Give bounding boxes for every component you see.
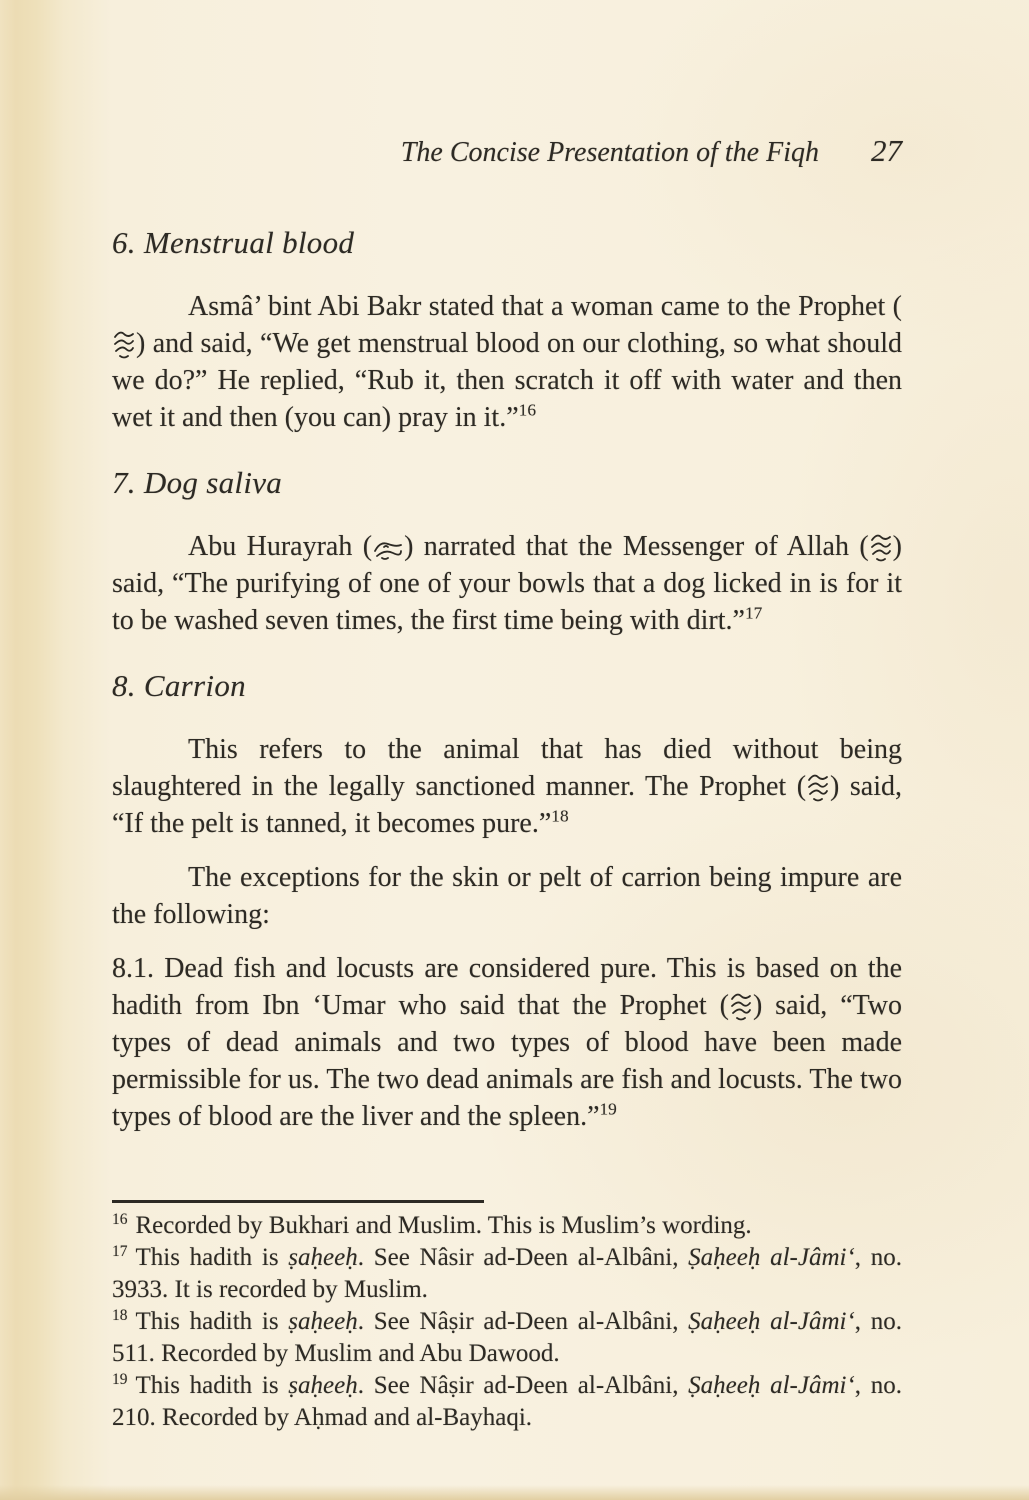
text-run: ) said, “If the pelt is tanned, it becomes pure.” <box>112 771 902 839</box>
text-run: 8.1. Dead fish and locusts are considered pure. This is based on the hadith from Ibn ‘Umar who said that the Prophet ( <box>112 953 902 1021</box>
ra-calligraphy-icon <box>372 538 404 562</box>
paragraph <box>112 528 902 639</box>
text-run: Ṣaḥeeḥ al-Jâmi‘ <box>688 1372 855 1399</box>
paragraph <box>112 731 902 842</box>
footnotes-area <box>112 1200 902 1434</box>
running-head-title: The Concise Presentation of the Fiqh <box>400 137 819 168</box>
paragraph <box>112 859 902 933</box>
paragraph <box>112 288 902 436</box>
section <box>112 669 902 1135</box>
section-heading: 6. Menstrual blood <box>112 225 355 260</box>
text-run: Ṣaḥeeḥ al-Jâmi‘ <box>688 1308 855 1335</box>
text-run: ṣaḥeeḥ <box>288 1244 358 1271</box>
text-run: This refers to the animal that has died without being slaughtered in the legally sanctioned manner. The Prophet ( <box>112 734 902 802</box>
text-run: The exceptions for the skin or pelt of carrion being impure are the following: <box>112 862 902 930</box>
paragraph <box>112 950 902 1135</box>
page-body <box>112 196 902 1152</box>
text-run: Recorded by Bukhari and Muslim. This is Muslim’s wording. <box>135 1212 752 1239</box>
text-run: , no. 210. Recorded by Aḥmad and al-Bayhaqi. <box>112 1372 903 1431</box>
text-run: . See Nâsir ad-Deen al-Albâni, <box>357 1244 689 1271</box>
footnote-reference: 17 <box>744 603 763 623</box>
section-heading: 7. Dog saliva <box>112 465 283 500</box>
running-head <box>112 133 902 168</box>
text-run: . See Nâṣir ad-Deen al-Albâni, <box>357 1308 689 1335</box>
text-run: . See Nâṣir ad-Deen al-Albâni, <box>357 1372 689 1399</box>
footnote <box>112 1370 902 1434</box>
text-run: , no. 3933. It is recorded by Muslim. <box>112 1244 903 1303</box>
section <box>112 466 902 639</box>
text-run: This hadith is <box>135 1244 289 1271</box>
footnote <box>112 1242 902 1306</box>
text-run: Asmâ’ bint Abi Bakr stated that a woman came to the Prophet ( <box>188 291 902 322</box>
text-run: , no. 511. Recorded by Muslim and Abu Dawood. <box>112 1308 903 1367</box>
footnote <box>112 1210 902 1242</box>
section-heading: 8. Carrion <box>112 668 246 703</box>
footnote-number: 17 <box>112 1242 128 1260</box>
footnote-number: 16 <box>112 1210 128 1228</box>
saw-calligraphy-icon <box>112 329 136 359</box>
text-run: ) and said, “We get menstrual blood on our clothing, so what should we do?” He replied, “Rub it, then scratch it off with water and then wet it and then (you can) pray in it.” <box>112 328 902 433</box>
saw-calligraphy-icon <box>869 532 893 562</box>
text-run: ṣaḥeeḥ <box>288 1372 358 1399</box>
footnote <box>112 1306 902 1370</box>
text-run: ṣaḥeeḥ <box>288 1308 358 1335</box>
text-run: ) said, “Two types of dead animals and two types of blood have been made permissible for us. The two dead animals are fish and locusts. The two types of blood are the liver and the spleen.” <box>112 990 902 1132</box>
text-run: Ṣaḥeeḥ al-Jâmi‘ <box>688 1244 855 1271</box>
footnote-list <box>112 1210 902 1434</box>
text-run: Abu Hurayrah ( <box>188 531 373 562</box>
footnote-reference: 19 <box>599 1099 617 1119</box>
text-run: This hadith is <box>135 1372 289 1399</box>
text-run: ) said, “The purifying of one of your bowls that a dog licked in is for it to be washed seven times, the first time being with dirt.” <box>112 531 902 636</box>
footnote-separator <box>112 1200 484 1203</box>
page-number: 27 <box>871 133 902 168</box>
footnote-reference: 16 <box>518 400 537 420</box>
saw-calligraphy-icon <box>806 772 830 802</box>
text-run: ) narrated that the Messenger of Allah ( <box>404 531 869 562</box>
saw-calligraphy-icon <box>729 991 753 1021</box>
footnote-number: 18 <box>112 1306 128 1324</box>
text-run: This hadith is <box>135 1308 289 1335</box>
footnote-number: 19 <box>112 1370 128 1388</box>
footnote-reference: 18 <box>551 806 569 826</box>
section <box>112 226 902 436</box>
